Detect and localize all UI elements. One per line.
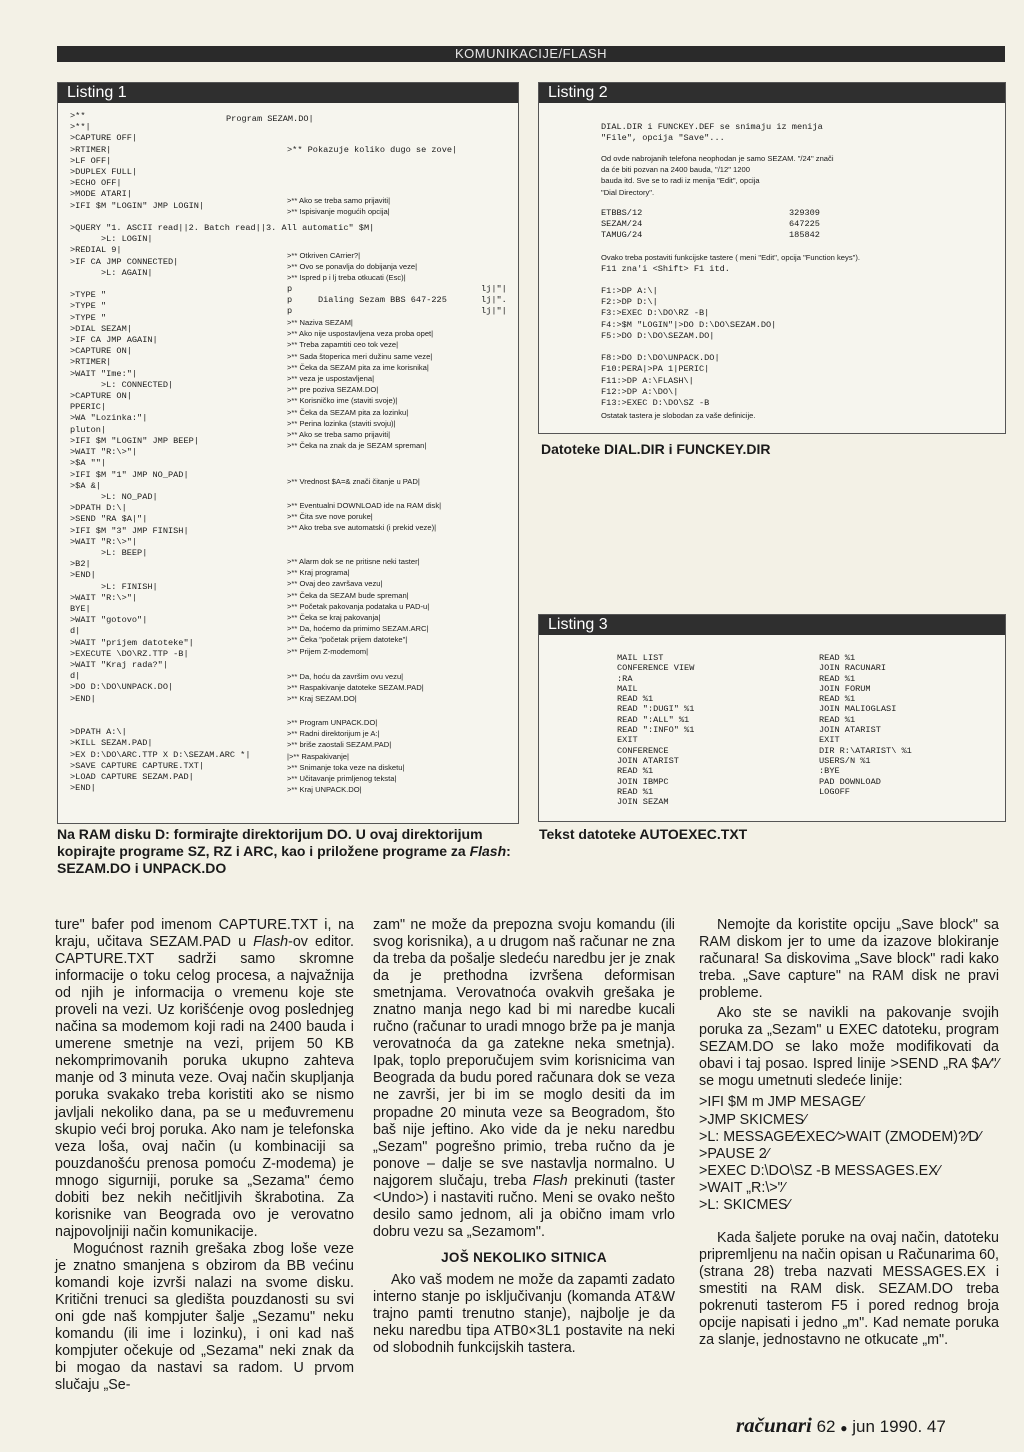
listing-1-comments-3: >** Naziva SEZAM| >** Ako nije uspostavljena veza proba opet| >** Treba zapamtiti ceo tok veze| >** Sada štoperica meri dužinu same veze| >** Čeka da SEZAM pita za ime korisnika| >** veza je uspostavljena| >** pre poziva SEZAM.DO| >** Korisničko ime (staviti svoje)| >** Čeka da SEZAM pita za lozinku| >** Perina lozinka (staviti svoju)| >** Ako se treba samo prijaviti| >** Čeka na znak da je SEZAM spreman| [287, 318, 434, 451]
command-line-4: >PAUSE 2⁄ [699, 1145, 770, 1162]
listing-3-box [538, 614, 1006, 822]
listing-1-comments-5: >** Eventualni DOWNLOAD ide na RAM disk| >** Čita sve nove poruke| >** Ako treba sve automatski (i prekid veze)| [287, 501, 442, 533]
listing-2-box [538, 82, 1006, 434]
article-column-1 [55, 917, 358, 1394]
listing-1-comments-2: >** Otkriven CArrier?| >** Ovo se ponavlja do dobijanja veze| >** Ispred p i lj treba otkucati (Esc)| [287, 251, 418, 283]
text-run: zam" ne može da prepozna svoju komandu (ili svog korisnika), a u drugom naš računar ne zna da treba da pošalje sledeću naredbu jer je znak da je prethodna izvršena deformisan smetnjama. Verovatnoća ovakvih grešaka je znatno manja nego kad bi mi naredbe kucali ručno (računar to uradi mnogo brže pa je manja verovatnoća da ga zatekne neka smetnja). Ipak, toplo preporučujem svim korisnicima van Beograda da budu pored računara dok se veza ne završi, jer bi im se moglo desiti da im propadne 20 minuta veze sa Beogradom, što baš nije jeftino. Ako vide da je neku naredbu „Sezam" pogrešno primio, treba ručno da je ponove – dalje se sve nastavlja normalno. U najgorem slučaju, treba [373, 917, 679, 1189]
page-number: 47 [926, 1417, 946, 1436]
text-run: ture" bafer pod imenom CAPTURE.TXT i, na kraju, učitava SEZAM.PAD u [55, 917, 358, 951]
listing-1-title: Listing 1 [58, 83, 518, 103]
column-3-paragraph-3: Kada šaljete poruke na ovaj način, datoteku pripremljenu na način opisan u Računarima 60, (strana 28) treba nazvati MESSAGES.EX i smestiti na RAM disk. SEZAM.DO treba pokrenuti tasterom F5 i pored rednog broja opcije napisati i jedno „m". Kad nemate poruka za slanje, jednostavno ne otkucate „m". [699, 1229, 1003, 1349]
listing-1-top-comment: >** Pokazuje koliko dugo se zove| [287, 145, 458, 155]
listing-2-caption: Datoteke DIAL.DIR i FUNCKEY.DIR [541, 441, 771, 457]
bullet-icon: ● [840, 1421, 848, 1435]
column-2-paragraph-1 [373, 917, 679, 1241]
listing-1-comments-6: >** Alarm dok se ne pritisne neki taster| >** Kraj programa| >** Ovaj deo završava vezu| >** Čeka da SEZAM bude spreman| >** Početak pakovanja podataka u PAD-u| >** Čeka se kraj pakovanja| >** Da, hoćemo da primimo SEZAM.ARC| >** Čeka "početak prijem datoteke"| >** Prijem Z-modemom| [287, 557, 430, 656]
caption-text-end: : SEZAM.DO i UNPACK.DO [57, 843, 511, 876]
column-2-subheading: JOŠ NEKOLIKO SITNICA [441, 1249, 607, 1265]
caption-flash: Flash [469, 843, 507, 859]
listing-1-dial-p: p p Dialing Sezam BBS 647-225 p [287, 284, 447, 317]
text-run: -ov editor. CAPTURE.TXT sadrži samo skromne informacije o toku celog procesa, a najvažnija od njih je informacija o vremenu koje ste proveli na vezi. Uz korišćenje ovog poslednjeg načina sa modemom koji radi na 2400 bauda i umerene smetnje na vezi, prijem 50 KB nekomprimovanih poruka ukupno zahteva manje od 3 minuta veze. Ovaj način skupljanja poruka svakako treba koristiti ako se nismo javljali nekoliko dana, pa se u međuvremenu skupio veći broj poruka. Ako nam je telefonska veza loša, ovaj način (u kombinaciji sa pouzdanošću prenosa pomoću Z-modema) je mnogo sigurniji, poruke sa „Sezama" ćemo dobiti bez nekih nečitljivih škrabotina. Za korisnike van Beograda ovo je verovatno najpovoljniji način komunikacije. [55, 934, 358, 1240]
command-line-2: >JMP SKICMES⁄ [699, 1111, 807, 1128]
listing-2-dir-names: ETBBS/12 SEZAM/24 TAMUG/24 [601, 208, 643, 241]
listing-2-intro-text: Od ovde nabrojanih telefona neophodan je samo SEZAM. "/24" znači da će biti pozvan na 2400 bauda, "/12" 1200 bauda itd. Sve se to radi iz menija "Edit", opcija "Dial Directory". [601, 154, 834, 197]
listing-3-title: Listing 3 [539, 615, 1005, 635]
command-line-5: >EXEC D:\DO\SZ -B MESSAGES.EX⁄ [699, 1162, 941, 1179]
listing-1-dial-lj: lj|"| lj|". lj|"| [481, 284, 507, 317]
magazine-logo: računari [736, 1413, 812, 1437]
section-header: KOMUNIKACIJE/FLASH [57, 46, 1005, 62]
listing-1-comments-1: >** Ako se treba samo prijaviti| >** Ispisivanje mogućih opcija| [287, 196, 391, 217]
listing-3-left-code: MAIL LIST CONFERENCE VIEW :RA MAIL READ %1 READ ":DUGI" %1 READ ":ALL" %1 READ ":INFO" %1 EXIT CONFERENCE JOIN ATARIST READ %1 JOIN IBMPC READ %1 JOIN SEZAM [617, 653, 695, 808]
listing-2-keys-note: F11 zna'i <Shift> F1 itd. [601, 264, 730, 274]
column-1-paragraph-2: Mogućnost raznih grešaka zbog loše veze je znatno smanjena s obzirom da BB većinu komandi koje izvrši nalazi na svome disku. Kritični trenuci sa gledišta pouzdanosti su svi oni gde naš kompjuter šalje „Sezamu" neku komandu (ili ime i lozinku), i oni kad naš kompjuter očekuje od „Sezama" neki znak da bi mogao da nastavi sa radom. U prvom slučaju „Se- [55, 1240, 358, 1394]
listing-2-dir-numbers: 329309 647225 185842 [789, 208, 820, 241]
command-line-1: >IFI $M m JMP MESAGE⁄ [699, 1094, 864, 1111]
issue-date: jun 1990. [852, 1417, 923, 1436]
command-line-3: >L: MESSAGE⁄EXEC⁄>WAIT (ZMODEM)?⁄D⁄ [699, 1128, 982, 1145]
listing-2-keys-text: Ovako treba postaviti funkcijske tastere ( meni "Edit", opcija "Function keys"). [601, 253, 860, 262]
command-line-7: >L: SKICMES⁄ [699, 1196, 790, 1213]
listing-1-comments-8: >** Program UNPACK.DO| >** Radni direktorijum je A:| >** briše zaostali SEZAM.PAD| |>** Raspakivanje| >** Snimanje toka veze na disketu| >** Učitavanje primljenog teksta| >** Kraj UNPACK.DO| [287, 718, 405, 795]
listing-3-right-code: READ %1 JOIN RACUNARI READ %1 JOIN FORUM READ %1 JOIN MALIOGLASI READ %1 JOIN ATARIST EXIT DIR R:\ATARIST\ %1 USERS/N %1 :BYE PAD DOWNLOAD LOGOFF [819, 653, 912, 797]
listing-1-comments-7: >** Da, hoću da završim ovu vezu| >** Raspakivanje datoteke SEZAM.PAD| >** Kraj SEZAM.DO| [287, 672, 424, 704]
listing-1-comments-4: >** Vrednost $A=& znači čitanje u PAD| [287, 477, 420, 486]
column-3-paragraph-1: Nemojte da koristite opciju „Save block" sa RAM diskom jer to ume da izazove blokiranje računara! Sa diskovima „Save block" radi kako treba. „Save capture" na RAM disk ne pravi probleme. [699, 917, 1003, 1002]
column-3-paragraph-2: Ako ste se navikli na pakovanje svojih poruka za „Sezam" u EXEC datoteku, program SEZAM.DO se lako može modifikovati da obavi i taj posao. Ispred linije >SEND „RA $A⁄"⁄ se mogu umetnuti sledeće linije: [699, 1005, 1003, 1090]
listing-1-caption [57, 826, 522, 877]
article-column-2 [373, 917, 679, 1357]
listing-2-keys-code: F1:>DP A:\| F2:>DP D:\| F3:>EXEC D:\DO\RZ -B| F4:>$M "LOGIN"|>DO D:\DO\SEZAM.DO| F5:>DO D:\DO\SEZAM.DO| F8:>DO D:\DO\UNPACK.DO| F10:PERA|>PA 1|PERIC| F11:>DP A:\FLASH\| F12:>DP A:\DO\| F13:>EXEC D:\DO\SZ -B [601, 286, 777, 409]
column-2-paragraph-2: Ako vaš modem ne može da zapamti zadato interno stanje po isključivanju (komanda AT&W trajno pamti trenutno stanje), najbolje je da neku naredbu tipa ATB0×3L1 postavite na neki od slobodnih funkcijskih tastera. [373, 1271, 679, 1357]
article-column-3 [699, 917, 1003, 1349]
column-1-paragraph-1 [55, 917, 358, 1241]
command-line-6: >WAIT „R:\>"⁄ [699, 1179, 786, 1196]
listing-2-title: Listing 2 [539, 83, 1005, 103]
listing-1-box [57, 82, 519, 824]
page-footer [736, 1414, 1006, 1439]
issue-number: 62 [816, 1417, 836, 1436]
listing-3-caption: Tekst datoteke AUTOEXEC.TXT [539, 826, 748, 842]
listing-1-program-title: Program SEZAM.DO| [226, 114, 314, 124]
flash-italic: Flash [532, 1172, 568, 1189]
flash-italic: Flash [253, 934, 289, 951]
text-run: prekinuti (taster <Undo>) i nastaviti ručno. Meni se ovako nešto desilo samo jednom, ali ja obično imam vrlo dobru vezu sa „Sezamom". [373, 1172, 679, 1240]
listing-2-end-text: Ostatak tastera je slobodan za vaše definicije. [601, 411, 756, 420]
listing-1-code: >** >**| >CAPTURE OFF| >RTIMER| >LF OFF| >DUPLEX FULL| >ECHO OFF| >MODE ATARI| >IFI $M "LOGIN" JMP LOGIN| >QUERY "1. ASCII read||2. Batch read||3. All automatic" $M| >L: LOGIN| >REDIAL 9| >IF CA JMP CONNECTED| >L: AGAIN| >TYPE " >TYPE " >TYPE " >DIAL SEZAM| >IF CA JMP AGAIN| >CAPTURE ON| >RTIMER| >WAIT "Ime:"| >L: CONNECTED| >CAPTURE ON| PPERIC| >WA "Lozinka:"| pluton| >IFI $M "LOGIN" JMP BEEP| >WAIT "R:\>"| >$A ""| >IFI $M "1" JMP NO_PAD| >$A &| >L: NO_PAD| >DPATH D:\| >SEND "RA $A|"| >IFI $M "3" JMP FINISH| >WAIT "R:\>"| >L: BEEP| >B2| >END| >L: FINISH| >WAIT "R:\>"| BYE| >WAIT "gotovo"| d| >WAIT "prijem datoteke"| >EXECUTE \DO\RZ.TTP -B| >WAIT "Kraj rada?"| d| >DO D:\DO\UNPACK.DO| >END| >DPATH A:\| >KILL SEZAM.PAD| >EX D:\DO\ARC.TTP X D:\SEZAM.ARC *| >SAVE CAPTURE CAPTURE.TXT| >LOAD CAPTURE SEZAM.PAD| >END| [70, 111, 375, 794]
caption-text: Na RAM disku D: formirajte direktorijum DO. U ovaj direktorijum kopirajte programe SZ, RZ i ARC, kao i priložene programe za [57, 826, 483, 859]
listing-2-intro-code: DIAL.DIR i FUNCKEY.DEF se snimaju iz menija "File", opcija "Save"... [601, 122, 823, 144]
